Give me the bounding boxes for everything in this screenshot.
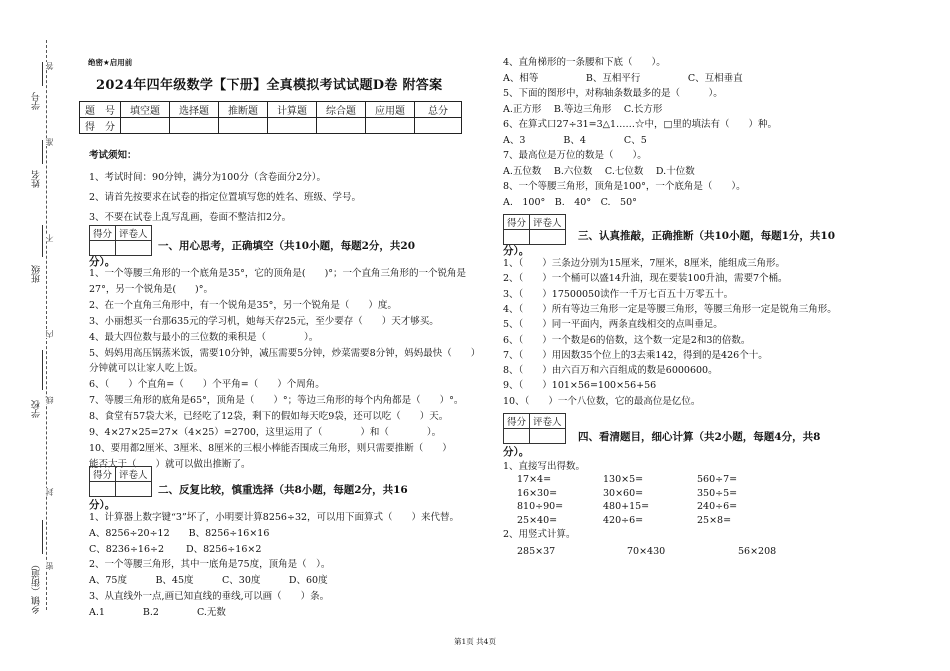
binding-line xyxy=(46,40,47,610)
score-input-cell[interactable] xyxy=(219,118,268,134)
oral-calc-item: 30×60= xyxy=(603,487,644,499)
question-line: 7、最高位是万位的数是（ ）。 xyxy=(503,150,647,161)
score-cell: 推断题 xyxy=(219,102,268,118)
score-cell: 总分 xyxy=(415,102,462,118)
section4-sub2: 2、用竖式计算。 xyxy=(503,529,576,540)
question-line: 6、（ ）个直角=（ ）个平角=（ ）个周角。 xyxy=(89,379,325,391)
section1-title: 一、用心思考，正确填空（共10小题，每题2分，共20 xyxy=(158,240,416,252)
question-line: 8、一个等腰三角形，顶角是100°，一个底角是（ ）。 xyxy=(503,181,746,192)
oral-calc-item: 560÷7= xyxy=(697,474,738,485)
judge-line: 5、（ ）同一平面内，两条直线相交的点叫垂足。 xyxy=(503,319,723,331)
oral-calc-item: 25×8= xyxy=(697,514,732,526)
score-input-cell[interactable] xyxy=(317,118,366,134)
seal-char: 准 xyxy=(45,138,54,146)
judge-line: 7、（ ）用因数35个位上的3去乘142，得到的是426个十。 xyxy=(503,349,768,361)
vertical-problem: 285×37 xyxy=(517,546,556,557)
grader-score-cell[interactable] xyxy=(504,429,530,444)
question-line: 27°，另一个锐角是( )°。 xyxy=(89,283,214,295)
grader-box xyxy=(89,466,152,497)
question-line: A、3 B、4 C、5 xyxy=(503,134,647,146)
oral-calc-item: 16×30= xyxy=(517,487,558,499)
score-input-cell[interactable] xyxy=(170,118,219,134)
question-line: 1、一个等腰三角形的一个底角是35°，它的顶角是( )°；一个直角三角形的一个锐角是 xyxy=(89,268,467,279)
field-school xyxy=(42,350,43,390)
score-cell: 综合题 xyxy=(317,102,366,118)
section2-title-end: 分）。 xyxy=(89,499,116,511)
vertical-problem: 56×208 xyxy=(738,546,777,557)
grader-score-cell[interactable] xyxy=(90,241,116,256)
grader-box xyxy=(503,214,566,245)
question-line: 1、计算器上数字键“3”坏了，小明要计算8256÷32，可以用下面算式（ ）来代替。 xyxy=(89,512,460,523)
score-cell: 选择题 xyxy=(170,102,219,118)
notes-title: 考试须知： xyxy=(89,150,137,161)
question-line: 4、最大四位数与最小的三位数的乘积是（ ）。 xyxy=(89,331,319,343)
grader-box xyxy=(503,413,566,444)
question-line: A.五位数 B.六位数 C.七位数 D.十位数 xyxy=(503,165,695,177)
seal-char: 不 xyxy=(45,234,54,242)
question-line: A、75度 B、45度 C、30度 D、60度 xyxy=(89,575,328,587)
label-school: 学校 xyxy=(32,400,42,418)
score-table-score-row xyxy=(80,118,462,134)
section3-title: 三、认真推敲，正确推断（共10小题，每题1分，共10 xyxy=(578,230,836,242)
grader-name-cell[interactable] xyxy=(530,230,566,245)
label-town: 乡镇（街道） xyxy=(32,560,42,614)
score-cell: 计算题 xyxy=(268,102,317,118)
judge-line: 2、（ ）一个桶可以盛14升油，现在要装100升油，需要7个桶。 xyxy=(503,273,788,285)
question-line: 7、等腰三角形的底角是65°，顶角是（ ）°；等边三角形的每个内角都是（ ）°。 xyxy=(89,395,464,407)
section3-title-end: 分）。 xyxy=(503,245,530,257)
grader-name-label: 评卷人 xyxy=(116,226,152,241)
score-table xyxy=(79,101,462,134)
label-class: 班级 xyxy=(32,265,42,283)
label-name: 姓名 xyxy=(32,170,42,188)
question-line: 5、妈妈用高压锅蒸米饭，需要10分钟，减压需要5分钟，炒菜需要8分钟，妈妈最快（ ） xyxy=(89,347,481,359)
label-student-id: 学号 xyxy=(32,92,42,110)
score-table-header-row xyxy=(80,102,462,118)
question-line: 10、要用都2厘米、3厘米、8厘米的三根小棒能否围成三角形，则只需要推断（ ） xyxy=(89,442,452,454)
question-line: A、8256÷20÷12 B、8256÷16×16 xyxy=(89,527,270,539)
score-cell: 填空题 xyxy=(121,102,170,118)
grader-name-label: 评卷人 xyxy=(530,414,566,429)
oral-calc-item: 420÷6= xyxy=(603,514,644,526)
question-line: A.正方形 B.等边三角形 C.长方形 xyxy=(503,103,663,115)
oral-calc-item: 810÷90= xyxy=(517,501,564,512)
grader-score-cell[interactable] xyxy=(504,230,530,245)
section1-title-end: 分）。 xyxy=(89,256,116,268)
score-input-cell[interactable] xyxy=(121,118,170,134)
grader-name-cell[interactable] xyxy=(530,429,566,444)
judge-line: 8、（ ）由六百万和六百组成的数是6000600。 xyxy=(503,365,718,377)
score-input-cell[interactable] xyxy=(268,118,317,134)
question-line: 2、在一个直角三角形中，有一个锐角是35°，另一个锐角是（ ）度。 xyxy=(89,299,397,311)
score-cell: 题 号 xyxy=(80,102,121,118)
grader-name-label: 评卷人 xyxy=(116,467,152,482)
page-title: 2024年四年级数学【下册】全真模拟考试试题D卷 附答案 xyxy=(96,78,443,93)
question-line: 4、直角梯形的一条腰和下底（ ）。 xyxy=(503,57,666,68)
question-line: 能否大于（ ）就可以做出推断了。 xyxy=(89,458,251,470)
oral-calc-item: 240÷6= xyxy=(697,501,738,512)
seal-char: 答 xyxy=(45,62,54,70)
judge-line: 6、（ ）一个数是6的倍数，这个数一定是2和3的倍数。 xyxy=(503,334,751,346)
question-line: 3、从直线外一点,画已知直线的垂线,可以画（ ）条。 xyxy=(89,591,330,602)
grader-score-label: 得分 xyxy=(504,414,530,429)
section4-sub1: 1、直接写出得数。 xyxy=(503,461,586,472)
field-class xyxy=(42,225,43,257)
grader-score-cell[interactable] xyxy=(90,482,116,497)
question-line: 2、一个等腰三角形，其中一底角是75度，顶角是（ ）。 xyxy=(89,559,331,571)
score-input-cell[interactable] xyxy=(366,118,415,134)
oral-calc-item: 480+15= xyxy=(603,501,650,512)
field-name xyxy=(42,140,43,164)
grader-box xyxy=(89,225,152,256)
score-input-cell[interactable] xyxy=(415,118,462,134)
judge-line: 10、（ ）一个八位数，它的最高位是亿位。 xyxy=(503,395,701,407)
vertical-problem: 70×430 xyxy=(627,546,666,557)
judge-line: 1、（ ）三条边分别为15厘米，7厘米，8厘米，能组成三角形。 xyxy=(503,258,785,269)
section4-title-end: 分）。 xyxy=(503,446,530,458)
question-line: 8、食堂有57袋大米，已经吃了12袋，剩下的假如每天吃9袋，还可以吃（ ）天。 xyxy=(89,411,449,423)
question-line: A.1 B.2 C.无数 xyxy=(89,606,226,618)
question-line: 5、下面的图形中，对称轴条数最多的是（ ）。 xyxy=(503,88,723,99)
page-footer: 第1页 共4页 xyxy=(454,637,496,646)
seal-char: 封 xyxy=(45,488,54,496)
grader-score-label: 得分 xyxy=(90,226,116,241)
oral-calc-item: 350÷5= xyxy=(697,487,738,499)
field-town xyxy=(42,520,43,554)
question-line: A. 100° B. 40° C. 50° xyxy=(503,196,637,208)
notes-item: 3、不要在试卷上乱写乱画，卷面不整洁扣2分。 xyxy=(89,212,292,223)
question-line: 3、小丽想买一台那635元的学习机，她每天存25元，至少要存（ ）天才够买。 xyxy=(89,315,439,327)
oral-calc-item: 25×40= xyxy=(517,514,558,526)
judge-line: 9、（ ）101×56=100×56+56 xyxy=(503,380,657,392)
score-cell: 应用题 xyxy=(366,102,415,118)
notes-item: 2、请首先按要求在试卷的指定位置填写您的姓名、班级、学号。 xyxy=(89,192,362,203)
field-student-id xyxy=(42,62,43,86)
question-line: A、相等 B、互相平行 C、互相垂直 xyxy=(503,72,743,84)
grader-name-label: 评卷人 xyxy=(530,215,566,230)
grader-name-cell[interactable] xyxy=(116,241,152,256)
question-line: C、8236÷16÷2 D、8256÷16×2 xyxy=(89,543,262,555)
judge-line: 4、（ ）所有等边三角形一定是等腰三角形，等腰三角形一定是锐角三角形。 xyxy=(503,303,837,315)
seal-char: 线 xyxy=(45,396,54,404)
oral-calc-item: 17×4= xyxy=(517,474,552,485)
question-line: 分钟就可以让家人吃上饭。 xyxy=(89,363,204,375)
grader-score-label: 得分 xyxy=(504,215,530,230)
section2-title: 二、反复比较，慎重选择（共8小题，每题2分，共16 xyxy=(158,484,408,496)
section4-title: 四、看清题目，细心计算（共2小题，每题4分，共8 xyxy=(578,431,821,443)
score-cell: 得 分 xyxy=(80,118,121,134)
grader-name-cell[interactable] xyxy=(116,482,152,497)
secret-mark: 绝密★启用前 xyxy=(88,58,133,67)
question-line: 6、在算式口27÷31=3△1……☆中，□里的填法有（ ）种。 xyxy=(503,119,778,130)
seal-char: 密 xyxy=(45,562,54,570)
question-line: 9、4×27×25=27×（4×25）=2700，这里运用了（ ）和（ ）。 xyxy=(89,427,442,438)
notes-item: 1、考试时间：90分钟，满分为100分（含卷面分2分）。 xyxy=(89,172,327,183)
oral-calc-item: 130×5= xyxy=(603,474,644,485)
judge-line: 3、（ ）17500050读作一千万七百五十万零五十。 xyxy=(503,288,734,300)
seal-char: 内 xyxy=(45,330,54,338)
grader-score-label: 得分 xyxy=(90,467,116,482)
